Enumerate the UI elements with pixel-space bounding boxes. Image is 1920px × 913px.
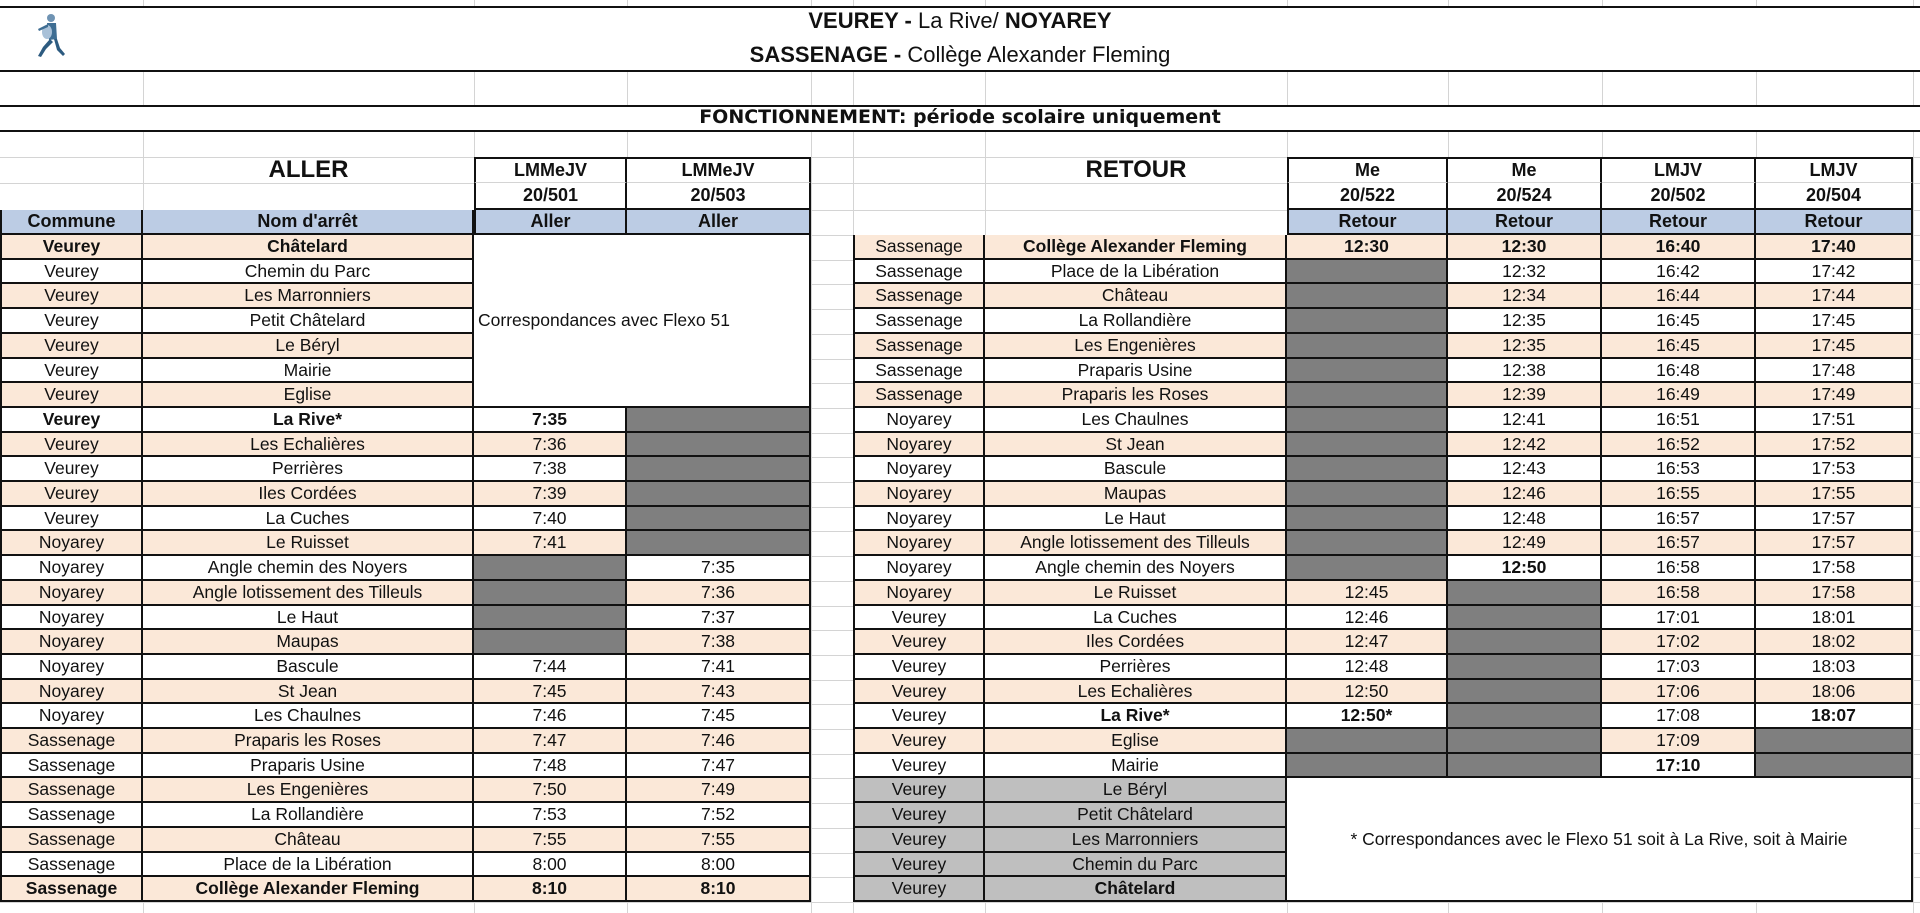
retour-trip-days: LMJV (1756, 157, 1913, 183)
retour-time: 12:50 (1448, 556, 1602, 581)
aller-stop-name: Les Echalières (143, 433, 474, 457)
retour-stop-name: La Rollandière (985, 309, 1287, 334)
aller-time: 7:35 (627, 556, 811, 581)
aller-commune: Noyarey (0, 704, 143, 729)
aller-commune: Veurey (0, 457, 143, 482)
retour-commune: Sassenage (853, 260, 985, 284)
retour-time: 12:48 (1287, 655, 1448, 680)
aller-commune: Noyarey (0, 581, 143, 606)
retour-commune: Veurey (853, 729, 985, 754)
aller-stop-name: Le Béryl (143, 334, 474, 359)
aller-stop-name: Eglise (143, 383, 474, 408)
aller-stop-name: Angle lotissement des Tilleuls (143, 581, 474, 606)
retour-commune: Sassenage (853, 284, 985, 309)
aller-stop-name: Les Engenières (143, 778, 474, 803)
retour-commune: Veurey (853, 754, 985, 778)
aller-commune: Veurey (0, 359, 143, 383)
col-header-stop: Nom d'arrêt (143, 210, 474, 235)
page-title-line-1 (0, 8, 1920, 34)
aller-commune: Veurey (0, 260, 143, 284)
retour-time: 12:39 (1448, 383, 1602, 408)
retour-time: 16:55 (1602, 482, 1756, 507)
retour-time: 12:47 (1287, 630, 1448, 655)
retour-commune: Veurey (853, 655, 985, 680)
retour-stop-name: Praparis les Roses (985, 383, 1287, 408)
aller-time: 7:39 (474, 482, 627, 507)
retour-commune: Sassenage (853, 334, 985, 359)
retour-commune: Veurey (853, 778, 985, 803)
no-service-cell (627, 457, 811, 482)
aller-commune: Sassenage (0, 828, 143, 853)
retour-time: 12:49 (1448, 531, 1602, 556)
no-service-cell (1448, 630, 1602, 655)
retour-stop-name: Château (985, 284, 1287, 309)
retour-commune: Noyarey (853, 433, 985, 457)
retour-commune: Sassenage (853, 309, 985, 334)
retour-time: 16:57 (1602, 531, 1756, 556)
retour-time: 17:01 (1602, 606, 1756, 630)
retour-trip-number: 20/504 (1756, 183, 1913, 210)
retour-time: 17:42 (1756, 260, 1913, 284)
aller-time: 7:36 (474, 433, 627, 457)
retour-time: 17:40 (1756, 235, 1913, 260)
flexo-footnote: * Correspondances avec le Flexo 51 soit à La Rive, soit à Mairie (1287, 778, 1913, 902)
retour-time: 16:51 (1602, 408, 1756, 433)
aller-commune: Sassenage (0, 877, 143, 902)
aller-commune: Noyarey (0, 680, 143, 704)
grid-row-line (0, 902, 1920, 903)
retour-time: 16:57 (1602, 507, 1756, 531)
retour-time: 17:57 (1756, 507, 1913, 531)
retour-time: 12:34 (1448, 284, 1602, 309)
retour-stop-name: Les Echalières (985, 680, 1287, 704)
retour-commune: Sassenage (853, 235, 985, 260)
aller-commune: Noyarey (0, 606, 143, 630)
retour-commune: Noyarey (853, 482, 985, 507)
aller-commune: Veurey (0, 383, 143, 408)
retour-time: 12:50* (1287, 704, 1448, 729)
aller-time: 7:46 (474, 704, 627, 729)
retour-trip-direction: Retour (1756, 210, 1913, 235)
retour-commune: Veurey (853, 680, 985, 704)
no-service-cell (1756, 754, 1913, 778)
no-service-cell (1287, 482, 1448, 507)
retour-stop-name: Le Haut (985, 507, 1287, 531)
no-service-cell (1448, 729, 1602, 754)
no-service-cell (474, 606, 627, 630)
retour-commune: Noyarey (853, 507, 985, 531)
retour-trip-number: 20/522 (1287, 183, 1448, 210)
aller-time: 8:10 (474, 877, 627, 902)
no-service-cell (1448, 606, 1602, 630)
no-service-cell (627, 482, 811, 507)
retour-time: 18:06 (1756, 680, 1913, 704)
aller-stop-name: Les Marronniers (143, 284, 474, 309)
retour-time: 12:35 (1448, 309, 1602, 334)
aller-title: ALLER (268, 157, 349, 183)
aller-stop-name: Maupas (143, 630, 474, 655)
aller-commune: Sassenage (0, 778, 143, 803)
aller-time: 7:52 (627, 803, 811, 828)
retour-trip-days: LMJV (1602, 157, 1756, 183)
retour-time: 18:03 (1756, 655, 1913, 680)
aller-stop-name: Châtelard (143, 235, 474, 260)
title-sassenage: SASSENAGE - (749, 42, 902, 67)
no-service-cell (1287, 531, 1448, 556)
aller-stop-name: Les Chaulnes (143, 704, 474, 729)
aller-stop-name: Collège Alexander Fleming (143, 877, 474, 902)
retour-trip-days: Me (1448, 157, 1602, 183)
aller-time: 7:53 (474, 803, 627, 828)
aller-time: 7:41 (627, 655, 811, 680)
retour-time: 17:58 (1756, 556, 1913, 581)
retour-time: 17:48 (1756, 359, 1913, 383)
aller-trip-days: LMMeJV (627, 157, 811, 183)
retour-time: 16:42 (1602, 260, 1756, 284)
aller-stop-name: Angle chemin des Noyers (143, 556, 474, 581)
aller-stop-name: La Rollandière (143, 803, 474, 828)
retour-time: 17:44 (1756, 284, 1913, 309)
retour-commune: Veurey (853, 877, 985, 902)
retour-stop-name: Eglise (985, 729, 1287, 754)
aller-stop-name: La Cuches (143, 507, 474, 531)
retour-trip-number: 20/502 (1602, 183, 1756, 210)
retour-stop-name: Le Ruisset (985, 581, 1287, 606)
aller-time: 7:49 (627, 778, 811, 803)
retour-trip-direction: Retour (1287, 210, 1448, 235)
aller-time: 7:38 (474, 457, 627, 482)
retour-time: 12:43 (1448, 457, 1602, 482)
title-veurey: VEUREY - (808, 8, 912, 33)
aller-stop-name: Petit Châtelard (143, 309, 474, 334)
aller-time: 7:47 (627, 754, 811, 778)
retour-trip-days: Me (1287, 157, 1448, 183)
no-service-cell (1287, 284, 1448, 309)
retour-commune: Noyarey (853, 581, 985, 606)
aller-time: 7:41 (474, 531, 627, 556)
aller-commune: Sassenage (0, 729, 143, 754)
no-service-cell (627, 408, 811, 433)
retour-commune: Veurey (853, 828, 985, 853)
retour-time: 17:55 (1756, 482, 1913, 507)
aller-time: 7:45 (627, 704, 811, 729)
aller-time: 8:10 (627, 877, 811, 902)
aller-time: 8:00 (474, 853, 627, 877)
aller-stop-name: Praparis les Roses (143, 729, 474, 754)
retour-title: RETOUR (1085, 157, 1187, 183)
no-service-cell (474, 630, 627, 655)
retour-time: 17:57 (1756, 531, 1913, 556)
title-band (0, 72, 1920, 105)
aller-commune: Veurey (0, 408, 143, 433)
aller-commune: Veurey (0, 235, 143, 260)
retour-time: 12:30 (1287, 235, 1448, 260)
aller-commune: Noyarey (0, 655, 143, 680)
retour-time: 12:35 (1448, 334, 1602, 359)
retour-time: 12:45 (1287, 581, 1448, 606)
aller-time: 7:55 (627, 828, 811, 853)
retour-time: 18:07 (1756, 704, 1913, 729)
retour-trip-number: 20/524 (1448, 183, 1602, 210)
retour-stop-name: Praparis Usine (985, 359, 1287, 383)
no-service-cell (1287, 729, 1448, 754)
no-service-cell (474, 556, 627, 581)
retour-time: 16:48 (1602, 359, 1756, 383)
flexo-correspondence-note: Correspondances avec Flexo 51 (474, 235, 811, 408)
retour-stop-name: La Rive* (985, 704, 1287, 729)
aller-time: 7:45 (474, 680, 627, 704)
page-title-line-2 (0, 42, 1920, 68)
no-service-cell (1287, 507, 1448, 531)
retour-commune: Sassenage (853, 359, 985, 383)
retour-time: 12:38 (1448, 359, 1602, 383)
aller-stop-name: Chemin du Parc (143, 260, 474, 284)
retour-trip-direction: Retour (1448, 210, 1602, 235)
retour-time: 17:58 (1756, 581, 1913, 606)
retour-stop-name: Petit Châtelard (985, 803, 1287, 828)
no-service-cell (1287, 556, 1448, 581)
no-service-cell (1287, 754, 1448, 778)
aller-time: 7:55 (474, 828, 627, 853)
aller-commune: Veurey (0, 309, 143, 334)
retour-time: 16:44 (1602, 284, 1756, 309)
no-service-cell (474, 581, 627, 606)
aller-commune: Sassenage (0, 754, 143, 778)
retour-time: 16:52 (1602, 433, 1756, 457)
retour-time: 17:08 (1602, 704, 1756, 729)
no-service-cell (627, 507, 811, 531)
retour-time: 17:10 (1602, 754, 1756, 778)
retour-time: 12:46 (1287, 606, 1448, 630)
retour-time: 12:50 (1287, 680, 1448, 704)
retour-time: 17:09 (1602, 729, 1756, 754)
retour-time: 17:51 (1756, 408, 1913, 433)
retour-time: 17:53 (1756, 457, 1913, 482)
retour-time: 16:45 (1602, 309, 1756, 334)
retour-stop-name: Les Chaulnes (985, 408, 1287, 433)
title-la-rive: La Rive/ (911, 8, 1005, 33)
retour-time: 17:49 (1756, 383, 1913, 408)
aller-trip-number: 20/503 (627, 183, 811, 210)
aller-trip-number: 20/501 (474, 183, 627, 210)
aller-time: 7:35 (474, 408, 627, 433)
no-service-cell (1287, 408, 1448, 433)
no-service-cell (1287, 309, 1448, 334)
operation-period-note: FONCTIONNEMENT: période scolaire uniquement (699, 106, 1221, 128)
aller-time: 7:50 (474, 778, 627, 803)
retour-time: 12:48 (1448, 507, 1602, 531)
aller-time: 7:44 (474, 655, 627, 680)
no-service-cell (1448, 680, 1602, 704)
no-service-cell (1287, 383, 1448, 408)
retour-time: 16:40 (1602, 235, 1756, 260)
retour-time: 17:06 (1602, 680, 1756, 704)
retour-stop-name: Bascule (985, 457, 1287, 482)
aller-trip-direction: Aller (627, 210, 811, 235)
retour-stop-name: Place de la Libération (985, 260, 1287, 284)
retour-stop-name: Angle chemin des Noyers (985, 556, 1287, 581)
retour-time: 16:53 (1602, 457, 1756, 482)
no-service-cell (1448, 581, 1602, 606)
aller-time: 7:37 (627, 606, 811, 630)
no-service-cell (1448, 704, 1602, 729)
retour-time: 16:45 (1602, 334, 1756, 359)
aller-stop-name: Château (143, 828, 474, 853)
aller-commune: Veurey (0, 334, 143, 359)
aller-time: 7:40 (474, 507, 627, 531)
retour-time: 16:58 (1602, 556, 1756, 581)
aller-commune: Veurey (0, 433, 143, 457)
retour-time: 17:45 (1756, 334, 1913, 359)
aller-trip-direction: Aller (474, 210, 627, 235)
no-service-cell (627, 433, 811, 457)
aller-time: 7:38 (627, 630, 811, 655)
retour-commune: Noyarey (853, 556, 985, 581)
retour-time: 12:46 (1448, 482, 1602, 507)
no-service-cell (627, 531, 811, 556)
retour-stop-name: La Cuches (985, 606, 1287, 630)
retour-commune: Noyarey (853, 457, 985, 482)
aller-time: 7:48 (474, 754, 627, 778)
aller-stop-name: Iles Cordées (143, 482, 474, 507)
retour-time: 12:30 (1448, 235, 1602, 260)
retour-time: 17:03 (1602, 655, 1756, 680)
aller-commune: Sassenage (0, 803, 143, 828)
aller-commune: Noyarey (0, 630, 143, 655)
retour-time: 18:02 (1756, 630, 1913, 655)
retour-commune: Veurey (853, 853, 985, 877)
no-service-cell (1287, 359, 1448, 383)
retour-commune: Veurey (853, 630, 985, 655)
retour-stop-name: Les Marronniers (985, 828, 1287, 853)
aller-time: 7:47 (474, 729, 627, 754)
no-service-cell (1287, 260, 1448, 284)
aller-stop-name: Le Ruisset (143, 531, 474, 556)
aller-commune: Veurey (0, 284, 143, 309)
retour-commune: Sassenage (853, 383, 985, 408)
aller-commune: Noyarey (0, 556, 143, 581)
aller-commune: Veurey (0, 482, 143, 507)
no-service-cell (1756, 729, 1913, 754)
aller-stop-name: Mairie (143, 359, 474, 383)
retour-stop-name: Angle lotissement des Tilleuls (985, 531, 1287, 556)
retour-stop-name: Maupas (985, 482, 1287, 507)
title-college: Collège Alexander Fleming (901, 42, 1171, 67)
no-service-cell (1287, 334, 1448, 359)
retour-commune: Veurey (853, 803, 985, 828)
aller-time: 7:36 (627, 581, 811, 606)
retour-stop-name: Chemin du Parc (985, 853, 1287, 877)
retour-commune: Veurey (853, 606, 985, 630)
aller-stop-name: Le Haut (143, 606, 474, 630)
retour-stop-name: Mairie (985, 754, 1287, 778)
retour-commune: Veurey (853, 704, 985, 729)
aller-time: 7:46 (627, 729, 811, 754)
aller-time: 8:00 (627, 853, 811, 877)
retour-time: 12:32 (1448, 260, 1602, 284)
no-service-cell (1287, 457, 1448, 482)
aller-stop-name: Perrières (143, 457, 474, 482)
retour-stop-name: Le Béryl (985, 778, 1287, 803)
no-service-cell (1448, 754, 1602, 778)
aller-stop-name: Place de la Libération (143, 853, 474, 877)
retour-time: 12:42 (1448, 433, 1602, 457)
no-service-cell (1448, 655, 1602, 680)
retour-time: 17:45 (1756, 309, 1913, 334)
retour-time: 17:52 (1756, 433, 1913, 457)
section-border (0, 130, 1920, 132)
retour-time: 12:41 (1448, 408, 1602, 433)
retour-stop-name: St Jean (985, 433, 1287, 457)
aller-stop-name: Bascule (143, 655, 474, 680)
aller-commune: Sassenage (0, 853, 143, 877)
retour-stop-name: Perrières (985, 655, 1287, 680)
retour-stop-name: Les Engenières (985, 334, 1287, 359)
retour-commune: Noyarey (853, 531, 985, 556)
retour-trip-direction: Retour (1602, 210, 1756, 235)
aller-commune: Noyarey (0, 531, 143, 556)
aller-stop-name: La Rive* (143, 408, 474, 433)
retour-time: 18:01 (1756, 606, 1913, 630)
retour-stop-name: Collège Alexander Fleming (985, 235, 1287, 260)
aller-stop-name: Praparis Usine (143, 754, 474, 778)
col-header-commune: Commune (0, 210, 143, 235)
title-noyarey: NOYAREY (1004, 8, 1112, 33)
retour-stop-name: Iles Cordées (985, 630, 1287, 655)
retour-stop-name: Châtelard (985, 877, 1287, 902)
aller-trip-days: LMMeJV (474, 157, 627, 183)
aller-commune: Veurey (0, 507, 143, 531)
aller-time: 7:43 (627, 680, 811, 704)
aller-stop-name: St Jean (143, 680, 474, 704)
no-service-cell (1287, 433, 1448, 457)
retour-time: 16:58 (1602, 581, 1756, 606)
retour-time: 17:02 (1602, 630, 1756, 655)
retour-time: 16:49 (1602, 383, 1756, 408)
retour-commune: Noyarey (853, 408, 985, 433)
